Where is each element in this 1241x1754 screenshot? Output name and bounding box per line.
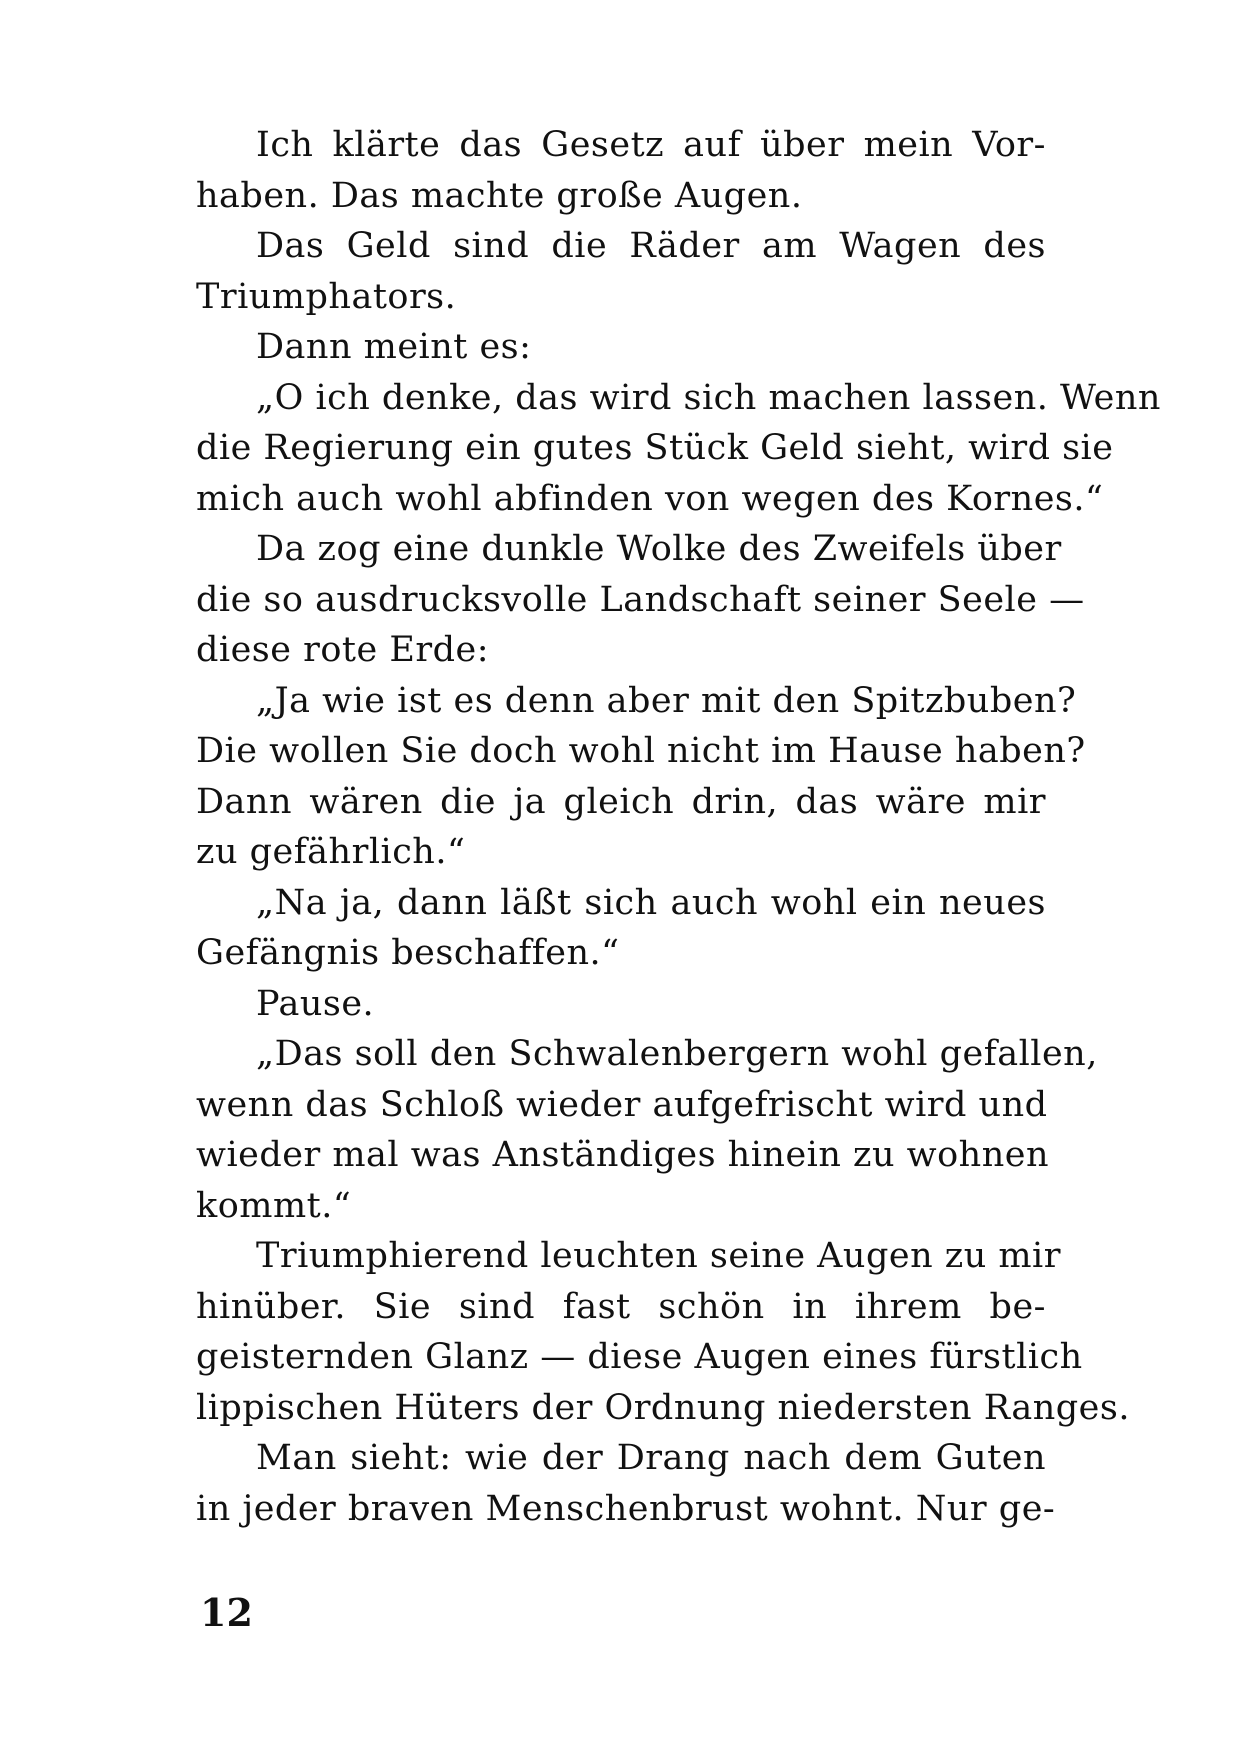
text-line: Triumphierend leuchten seine Augen zu mir <box>256 1236 1061 1276</box>
body-text <box>196 120 1161 1534</box>
text-line: geisternden Glanz — diese Augen eines fürstlich <box>196 1337 1083 1377</box>
text-line: „Ja wie ist es denn aber mit den Spitzbuben? <box>256 680 1077 721</box>
text-line: Das Geld sind die Räder am Wagen des <box>256 226 1046 266</box>
text-line: Die wollen Sie doch wohl nicht im Hause haben? <box>196 731 1086 771</box>
text-line: „Das soll den Schwalenbergern wohl gefallen, <box>256 1034 1098 1074</box>
text-line: Da zog eine dunkle Wolke des Zweifels über <box>256 529 1062 569</box>
text-line: die Regierung ein gutes Stück Geld sieht, wird sie <box>196 428 1114 468</box>
page-number: 12 <box>200 1590 253 1635</box>
text-line: zu gefährlich.“ <box>196 832 466 872</box>
text-line: mich auch wohl abfinden von wegen des Kornes.“ <box>196 478 1104 519</box>
text-line: „O ich denke, das wird sich machen lassen. Wenn <box>256 377 1161 418</box>
text-line: Man sieht: wie der Drang nach dem Guten <box>256 1438 1046 1478</box>
text-line: wenn das Schloß wieder aufgefrischt wird und <box>196 1084 1048 1125</box>
text-line: die so ausdrucksvolle Landschaft seiner Seele — <box>196 579 1085 620</box>
text-line: Ich klärte das Gesetz auf über mein Vor- <box>256 125 1046 165</box>
text-line: hinüber. Sie sind fast schön in ihrem be- <box>196 1286 1046 1327</box>
text-line: diese rote Erde: <box>196 630 490 670</box>
text-line: in jeder braven Menschenbrust wohnt. Nur ge- <box>196 1488 1056 1529</box>
text-line: Gefängnis beschaffen.“ <box>196 933 620 973</box>
text-line: kommt.“ <box>196 1185 352 1226</box>
text-line: Triumphators. <box>196 276 457 317</box>
text-line: Dann meint es: <box>256 327 532 367</box>
text-line: Pause. <box>256 983 375 1024</box>
text-line: Dann wären die ja gleich drin, das wäre mir <box>196 781 1046 822</box>
text-line: lippischen Hüters der Ordnung niedersten Ranges. <box>196 1387 1130 1428</box>
text-line: haben. Das machte große Augen. <box>196 175 803 216</box>
text-line: „Na ja, dann läßt sich auch wohl ein neues <box>256 882 1046 923</box>
text-line: wieder mal was Anständiges hinein zu wohnen <box>196 1135 1050 1175</box>
